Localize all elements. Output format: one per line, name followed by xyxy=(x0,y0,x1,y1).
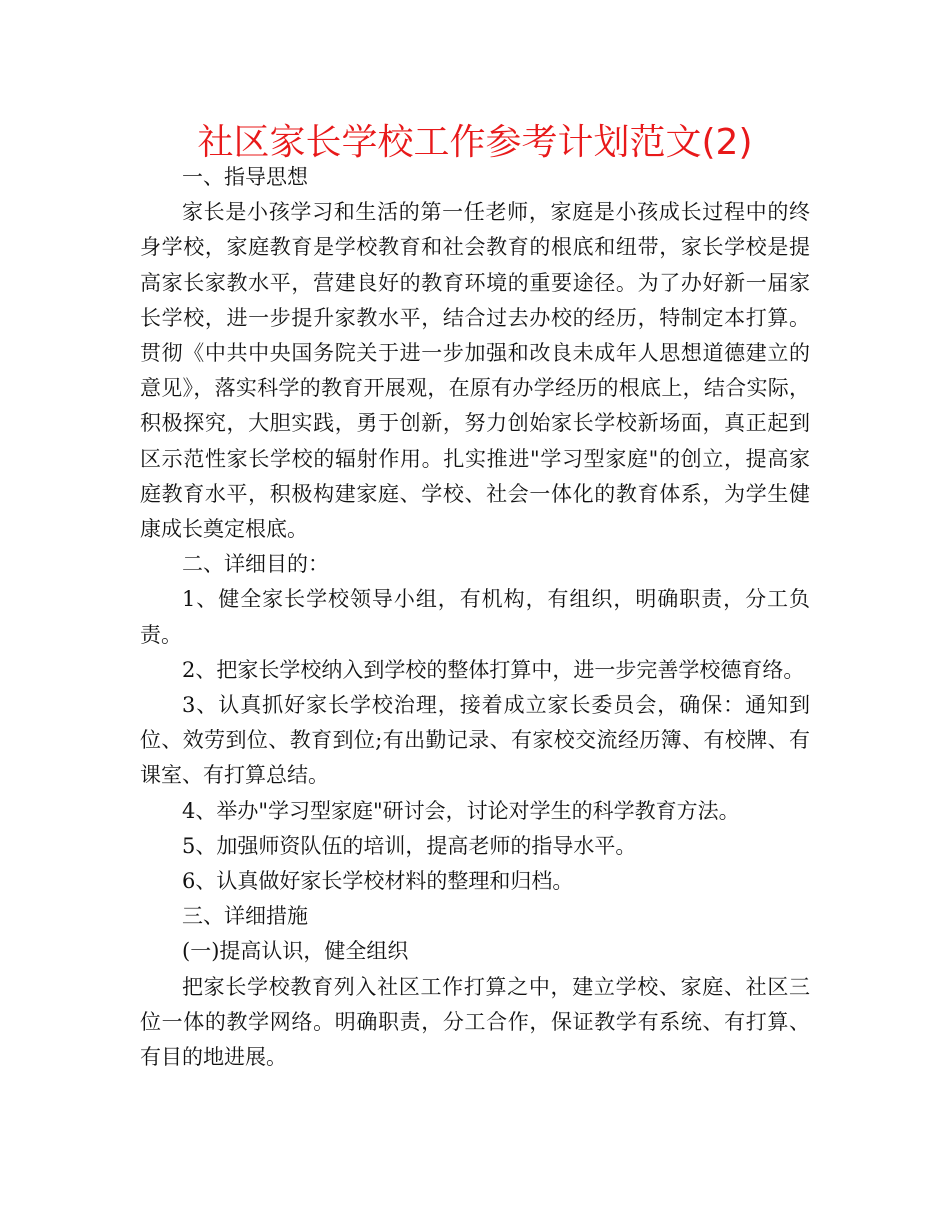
subsection-heading-1: (一)提高认识，健全组织 xyxy=(182,939,409,964)
goal-item-4: 4、举办"学习型家庭"研讨会，讨论对学生的科学教育方法。 xyxy=(182,798,740,823)
paragraph-measures: 把家长学校教育列入社区工作打算之中，建立学校、家庭、社区三位一体的教学网络。明确职责，分工合作，保证教学有系统、有打算、有目的地进展。 xyxy=(140,974,810,1070)
section-heading-3: 三、详细措施 xyxy=(182,904,308,929)
goal-item-1: 1、健全家长学校领导小组，有机构，有组织，明确职责，分工负责。 xyxy=(140,587,810,647)
document-body xyxy=(140,160,810,1075)
goal-item-3: 3、认真抓好家长学校治理，接着成立家长委员会，确保：通知到位、效劳到位、教育到位;有出勤记录、有家校交流经历簿、有校牌、有课室、有打算总结。 xyxy=(140,693,810,788)
document-title: 社区家长学校工作参考计划范文(2) xyxy=(197,122,753,163)
goal-item-6: 6、认真做好家长学校材料的整理和归档。 xyxy=(182,869,574,894)
goal-item-5: 5、加强师资队伍的培训，提高老师的指导水平。 xyxy=(182,833,637,858)
section-heading-2: 二、详细目的： xyxy=(182,552,329,577)
goal-item-2: 2、把家长学校纳入到学校的整体打算中，进一步完善学校德育络。 xyxy=(182,657,805,682)
paragraph-guiding-thought: 家长是小孩学习和生活的第一任老师，家庭是小孩成长过程中的终身学校，家庭教育是学校教育和社会教育的根底和纽带，家长学校是提高家长家教水平，营建良好的教育环境的重要途径。为了办好新一届家长学校，进一步提升家教水平，结合过去办校的经历，特制定本打算。贯彻《中共中央国务院关于进一步加强和改良未成年人思想道德建立的意见》，落实科学的教育开展观，在原有办学经历的根底上，结合实际，积极探究，大胆实践，勇于创新，努力创始家长学校新场面，真正起到区示范性家长学校的辐射作用。扎实推进"学习型家庭"的创立，提高家庭教育水平，积极构建家庭、学校、社会一体化的教育体系，为学生健康成长奠定根底。 xyxy=(140,200,810,542)
section-heading-1: 一、指导思想 xyxy=(182,165,308,189)
